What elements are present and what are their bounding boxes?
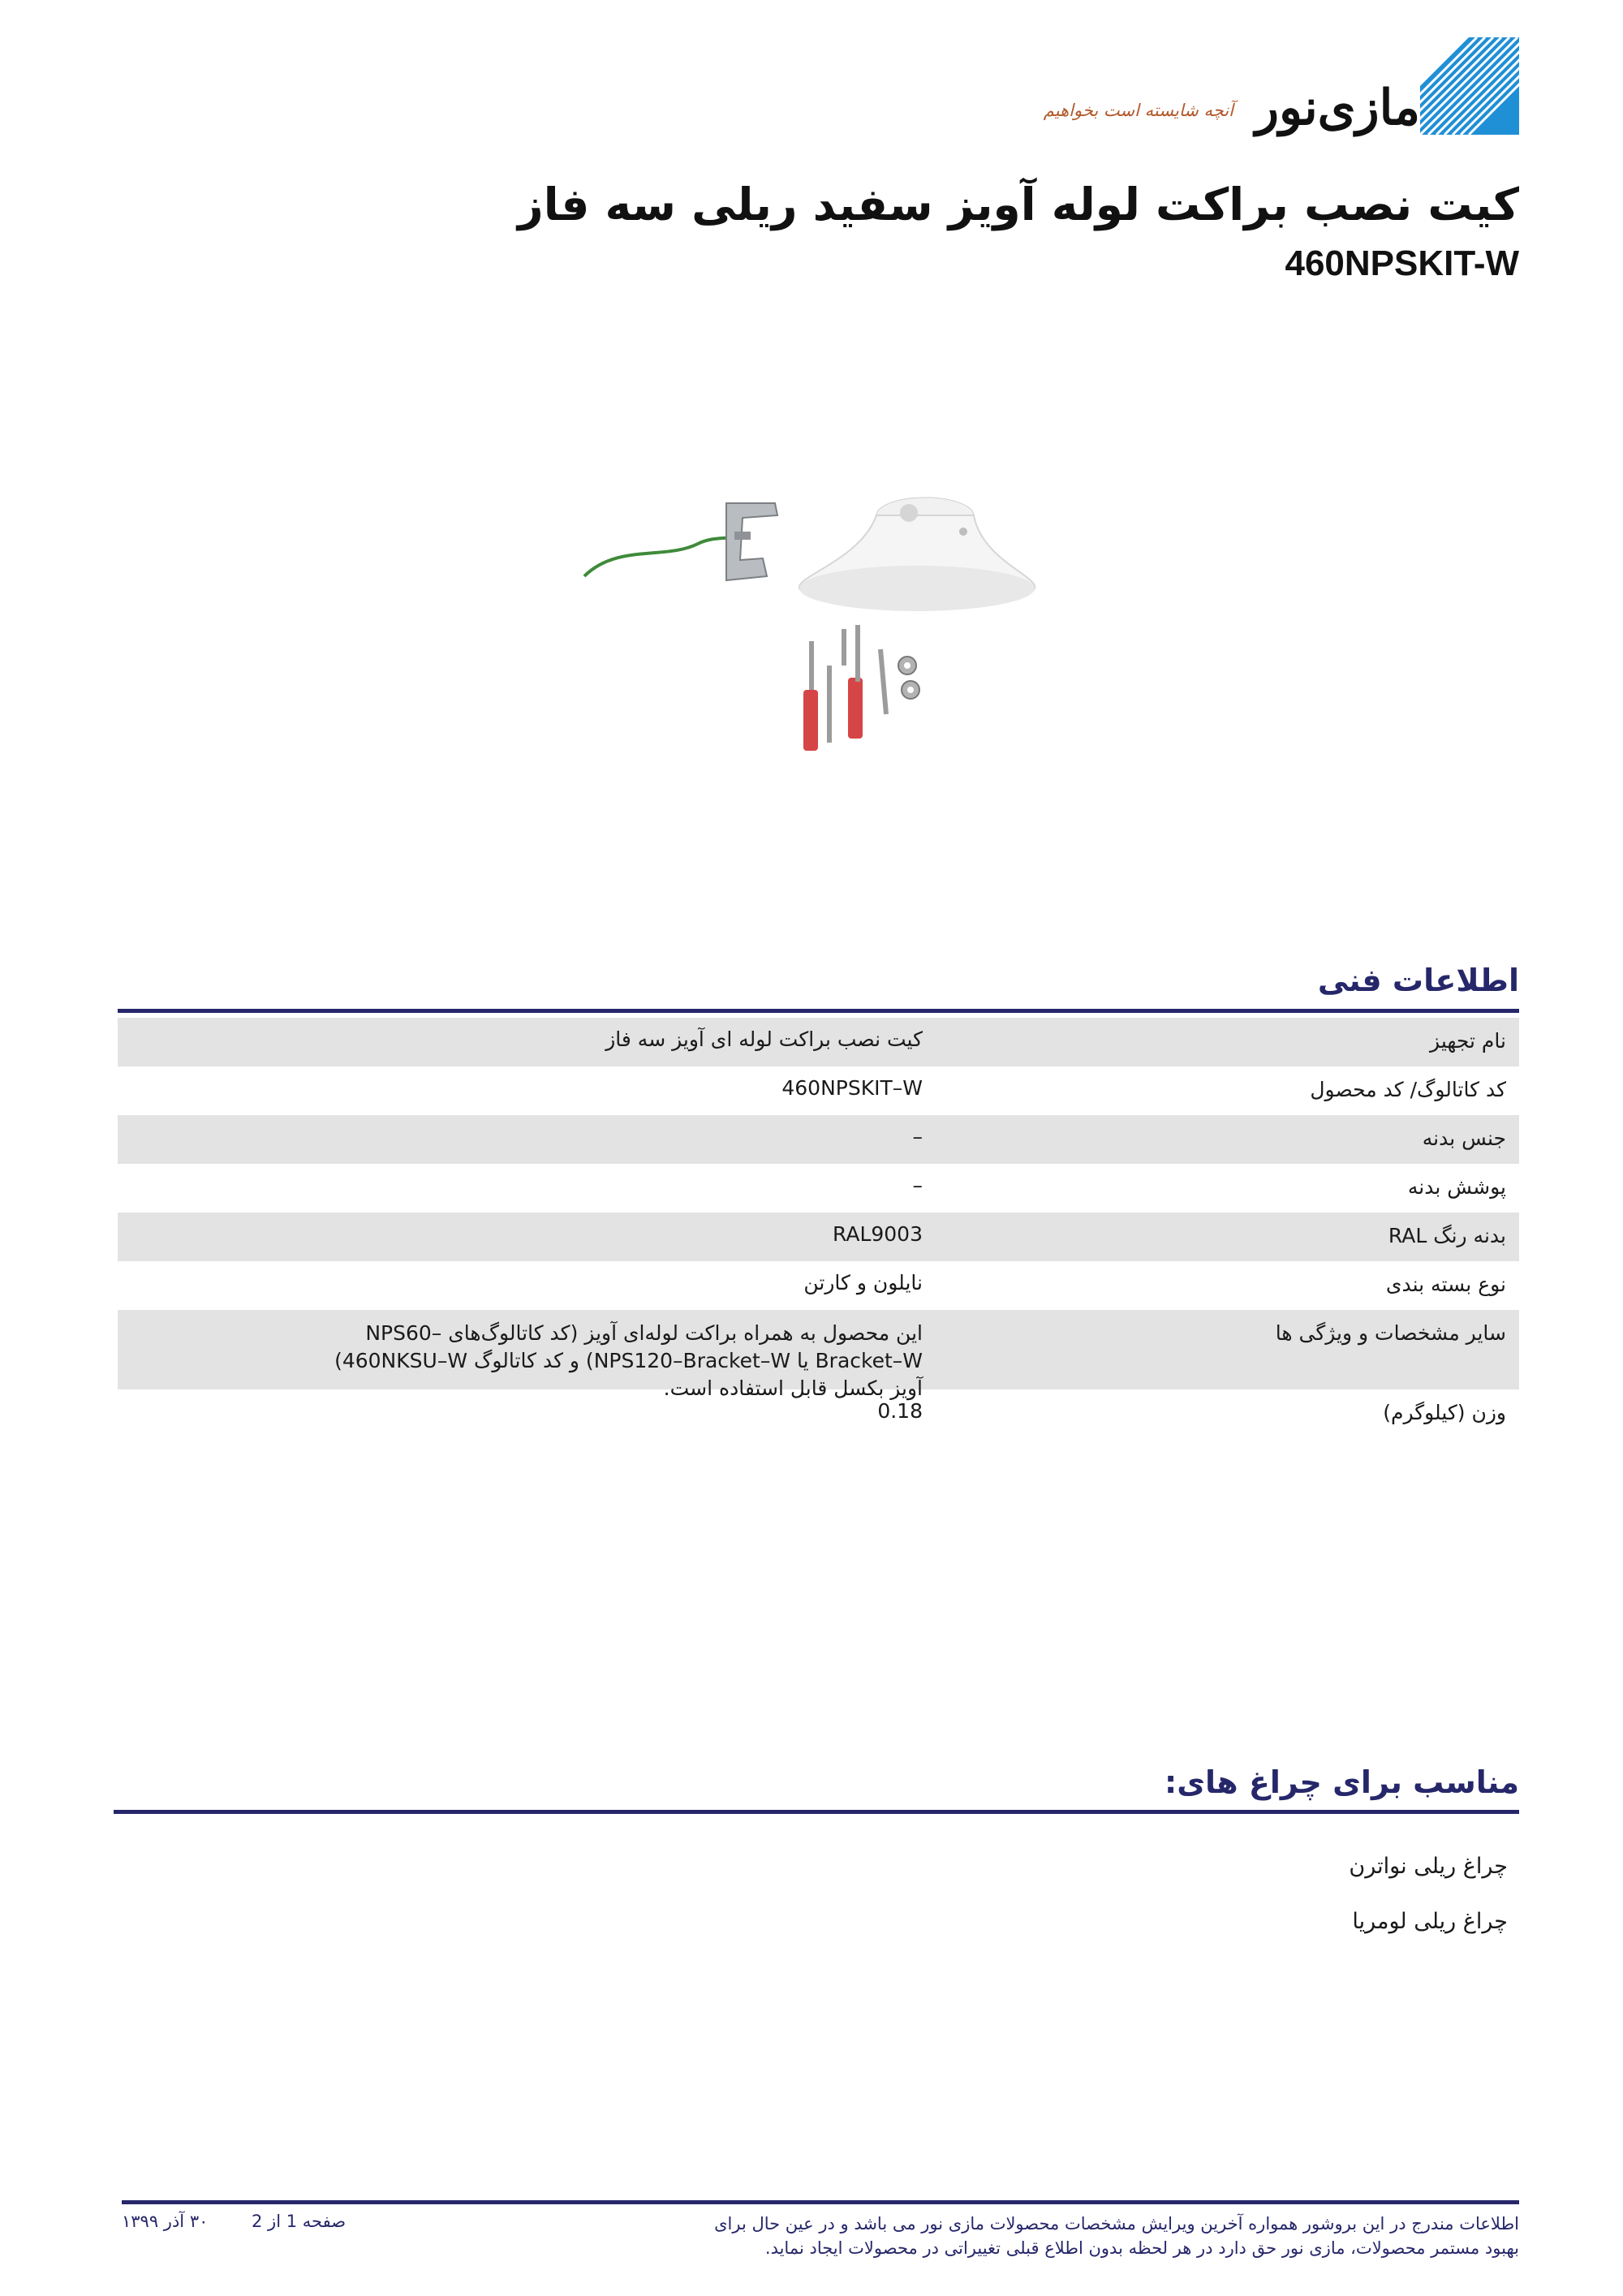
brand-tagline: آنچه شایسته است بخواهیم [1043,101,1233,120]
suitable-heading: مناسب برای چراغ های: [1165,1764,1519,1800]
spec-label: کد کاتالوگ/ کد محصول [1310,1078,1506,1101]
table-row [118,1213,1519,1261]
suitable-divider [114,1810,1519,1814]
spec-value: RAL9003 [832,1222,923,1246]
specs-heading: اطلاعات فنی [1317,963,1519,998]
table-row [118,1115,1519,1164]
table-row [118,1389,1519,1438]
table-row [118,1310,1519,1400]
spec-value: – [912,1125,923,1148]
list-item: چراغ ریلی لومریا [1352,1909,1508,1934]
brand-logo-icon [1420,37,1519,135]
specs-divider [118,1009,1519,1013]
spec-table [118,1018,1519,1438]
spec-label: نام تجهیز [1430,1029,1506,1053]
spec-label: جنس بدنه [1422,1126,1506,1150]
footer-disclaimer: اطلاعات مندرج در این بروشور همواره آخرین ویرایش مشخصات محصولات مازی نور می باشد و در عین حال برای بهبود مستمر محصولات، مازی نور حق دارد در هر لحظه بدون اطلاع قبلی تغییراتی در محصولات ایجاد نماید. [714,2214,1519,2258]
spec-value: 460NPSKIT–W [781,1076,923,1100]
brand-name: مازی‌نور [1255,80,1420,136]
product-image [568,422,1055,763]
table-row [118,1164,1519,1213]
spec-value: – [912,1174,923,1197]
spec-value: کیت نصب براکت لوله ای آویز سه فاز [605,1027,923,1051]
table-row [118,1261,1519,1310]
page-number: صفحه 1 از 2 [252,2212,347,2231]
footer-divider [122,2200,1519,2204]
footer-date: ۳۰ آذر ۱۳۹۹ [122,2212,209,2231]
table-row [118,1018,1519,1066]
spec-value: 0.18 [877,1399,923,1423]
spec-label: نوع بسته بندی [1385,1273,1506,1296]
spec-label: پوشش بدنه [1407,1175,1506,1199]
spec-label: سایر مشخصات و ویژگی ها [1275,1321,1506,1345]
product-code: 460NPSKIT-W [1285,243,1519,283]
spec-value: نایلون و کارتن [803,1271,923,1294]
spec-label: وزن (کیلوگرم) [1383,1401,1506,1424]
spec-label: بدنه رنگ RAL [1388,1224,1506,1247]
spec-value: این محصول به همراه براکت لوله‌ای آویز (کد کاتالوگ‌های NPS60–Bracket–W یا NPS120–Bracket–W) و کد کاتالوگ 460NKSU–W) آویز بکسل قابل استفاده است. [334,1321,923,1400]
table-row [118,1066,1519,1115]
product-title: کیت نصب براکت لوله آویز سفید ریلی سه فاز [518,179,1519,230]
list-item: چراغ ریلی نواترن [1349,1854,1508,1879]
